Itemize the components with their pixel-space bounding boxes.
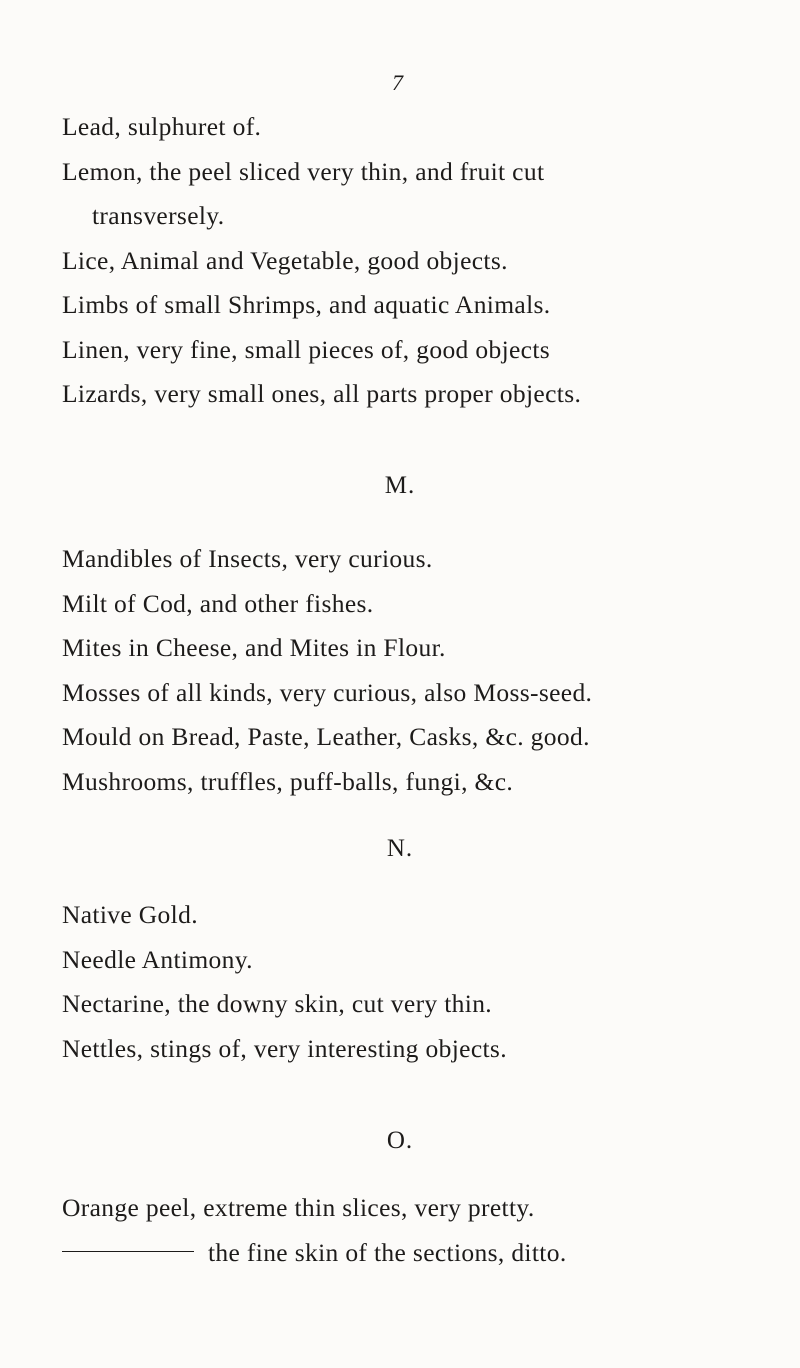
entry-needle-antimony: Needle Antimony. bbox=[62, 944, 253, 974]
entry-mites: Mites in Cheese, and Mites in Flour. bbox=[62, 633, 446, 662]
section-heading-n: N. bbox=[386, 835, 414, 862]
entry-mosses: Mosses of all kinds, very curious, also Moss-seed. bbox=[62, 677, 593, 707]
entry-lemon: Lemon, the peel sliced very thin, and fruit cut bbox=[62, 156, 545, 186]
entry-nectarine: Nectarine, the downy skin, cut very thin. bbox=[62, 989, 493, 1018]
entry-orange-skin-text: the fine skin of the sections, ditto. bbox=[208, 1237, 567, 1267]
entry-native-gold: Native Gold. bbox=[62, 900, 198, 929]
entry-mushrooms: Mushrooms, truffles, puff-balls, fungi, &c. bbox=[62, 766, 514, 796]
entry-mandibles: Mandibles of Insects, very curious. bbox=[62, 544, 433, 573]
entry-lead: Lead, sulphuret of. bbox=[62, 112, 262, 141]
section-n bbox=[62, 893, 782, 1071]
entry-linen: Linen, very fine, small pieces of, good objects bbox=[62, 334, 551, 364]
entry-lice: Lice, Animal and Vegetable, good objects. bbox=[62, 245, 508, 275]
section-m bbox=[62, 537, 782, 804]
entry-mould: Mould on Bread, Paste, Leather, Casks, &c. good. bbox=[62, 722, 590, 751]
ditto-dash bbox=[62, 1251, 194, 1252]
section-heading-o: O. bbox=[386, 1127, 414, 1154]
section-heading-m: M. bbox=[384, 472, 416, 499]
entry-milt: Milt of Cod, and other fishes. bbox=[62, 588, 374, 618]
entry-orange-peel: Orange peel, extreme thin slices, very pretty. bbox=[62, 1193, 535, 1222]
section-l bbox=[62, 105, 782, 417]
entry-orange-skin bbox=[62, 1231, 782, 1276]
entry-lemon-continued: transversely. bbox=[92, 201, 225, 230]
section-o bbox=[62, 1186, 782, 1275]
entry-nettles: Nettles, stings of, very interesting objects. bbox=[62, 1033, 507, 1063]
entry-lizards: Lizards, very small ones, all parts proper objects. bbox=[62, 379, 582, 408]
entry-limbs: Limbs of small Shrimps, and aquatic Animals. bbox=[62, 290, 551, 319]
page-number: 7 bbox=[392, 70, 403, 95]
